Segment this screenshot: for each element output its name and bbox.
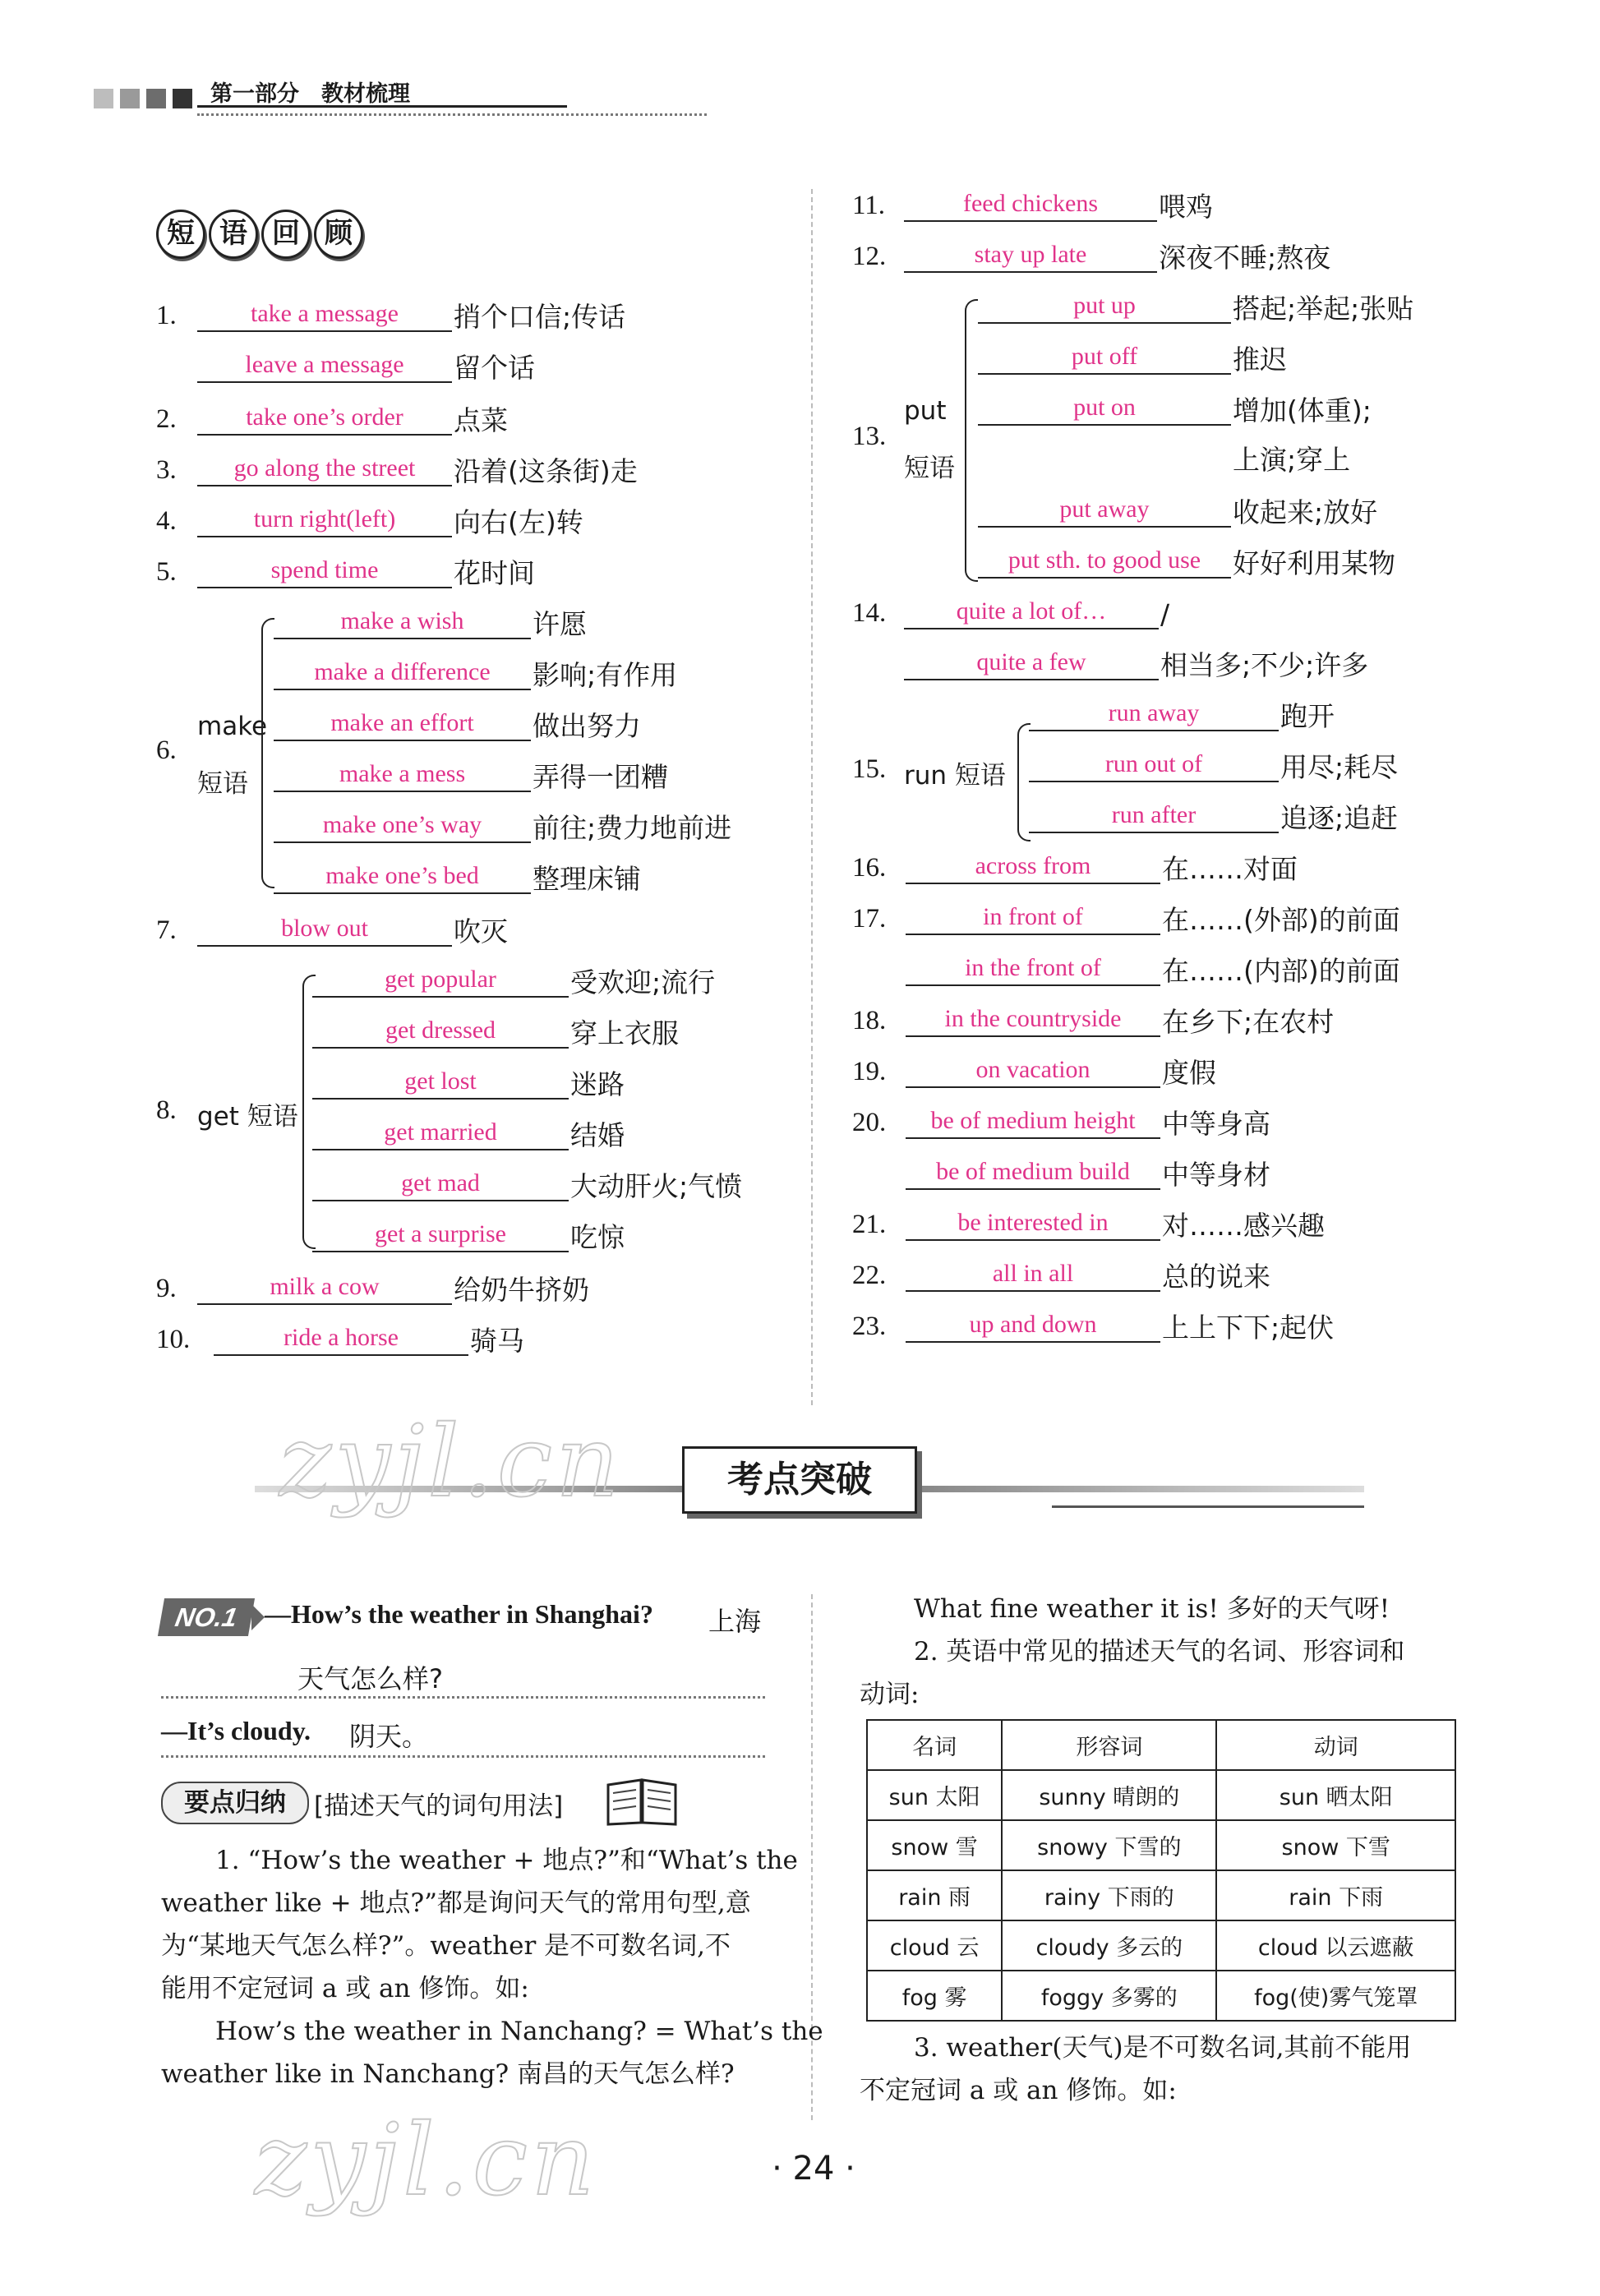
phrase-answer: run after (1029, 799, 1279, 833)
phrase-answer: take a message (197, 297, 452, 332)
phrase-meaning: 收起来;放好 (1233, 496, 1378, 528)
phrase-answer: put off (978, 340, 1231, 375)
phrase-answer: run out of (1029, 748, 1279, 782)
phrase-meaning: 结婚 (570, 1119, 625, 1151)
phrase-answer: make a mess (274, 758, 531, 792)
phrase-answer: feed chickens (904, 187, 1157, 222)
para-line: 不定冠词 a 或 an 修饰。如: (860, 2076, 1177, 2105)
table-cell: snow 雪 (867, 1820, 1002, 1870)
item-number: 8. (156, 1095, 177, 1125)
book-icon (605, 1777, 679, 1831)
phrase-meaning: 前往;费力地前进 (533, 812, 732, 844)
phrase-answer: all in all (906, 1257, 1160, 1292)
phrase-meaning: 中等身高 (1162, 1108, 1270, 1140)
phrase-meaning: 吃惊 (570, 1221, 625, 1253)
title-char: 回 (261, 210, 311, 259)
phrase-answer: get popular (312, 963, 569, 998)
phrase-answer: in the front of (906, 952, 1160, 986)
phrase-answer: across from (906, 850, 1160, 884)
item-number: 16. (852, 853, 887, 883)
phrase-answer: get a surprise (312, 1218, 569, 1252)
item-number: 17. (852, 904, 887, 934)
phrase-meaning: 向右(左)转 (454, 506, 583, 538)
phrase-answer: milk a cow (197, 1270, 452, 1305)
key-points-tag: 要点归纳 (161, 1782, 309, 1824)
phrase-meaning: 留个话 (454, 352, 535, 384)
phrase-meaning: 深夜不睡;熬夜 (1159, 242, 1331, 274)
phrase-meaning: 在……(外部)的前面 (1162, 904, 1400, 936)
item-number: 1. (156, 301, 177, 330)
phrase-meaning: 骑马 (470, 1325, 524, 1357)
phrase-answer: spend time (197, 554, 452, 588)
table-header: 形容词 (1002, 1720, 1216, 1770)
table-row (867, 1820, 1455, 1870)
item-number: 22. (852, 1261, 887, 1290)
phrase-meaning: 受欢迎;流行 (570, 966, 716, 998)
watermark: zyjl.cn (255, 2104, 598, 2218)
item-number: 15. (852, 754, 887, 784)
phrase-meaning: 对……感兴趣 (1162, 1210, 1325, 1242)
phrase-meaning: 推迟 (1233, 343, 1287, 376)
table-cell: sun 晒太阳 (1216, 1770, 1455, 1820)
table-header: 动词 (1216, 1720, 1455, 1770)
item-number: 20. (852, 1108, 887, 1137)
banner-bar-right (920, 1486, 1364, 1492)
phrase-answer: quite a few (904, 646, 1159, 680)
page-number: · 24 · (772, 2150, 855, 2188)
para-line: 为“某地天气怎么样?”。weather 是不可数名词,不 (161, 1931, 731, 1961)
para-line: 1. “How’s the weather + 地点?”和“What’s the (215, 1846, 798, 1875)
table-cell: snowy 下雪的 (1002, 1820, 1216, 1870)
header-rule (197, 105, 567, 108)
phrase-answer: make one’s bed (274, 860, 531, 894)
phrase-answer: stay up late (904, 238, 1157, 273)
item-number: 19. (852, 1057, 887, 1086)
para-line: 2. 英语中常见的描述天气的名词、形容词和 (914, 1637, 1405, 1667)
table-cell: sun 太阳 (867, 1770, 1002, 1820)
group-label: run 短语 (904, 761, 1006, 791)
phrase-answer: ride a horse (214, 1321, 468, 1356)
para-line: What fine weather it is! 多好的天气呀! (914, 1594, 1390, 1624)
phrase-meaning: 花时间 (454, 557, 535, 589)
phrase-meaning: 好好利用某物 (1233, 547, 1395, 579)
answer-en: —It’s cloudy. (161, 1716, 311, 1745)
title-char: 语 (209, 210, 258, 259)
phrase-meaning: 大动肝火;气愤 (570, 1170, 743, 1202)
item-number: 2. (156, 404, 177, 434)
phrase-answer: make one’s way (274, 809, 531, 843)
table-cell: foggy 多雾的 (1002, 1971, 1216, 2021)
table-row (867, 1971, 1455, 2021)
group-label: put (904, 396, 947, 426)
item-number: 10. (156, 1325, 191, 1354)
item-number: 21. (852, 1210, 887, 1239)
table-cell: cloudy 多云的 (1002, 1920, 1216, 1971)
phrase-answer: up and down (906, 1308, 1160, 1343)
phrase-answer: get married (312, 1116, 569, 1150)
table-header-row (867, 1720, 1455, 1770)
phrase-meaning: 在……(内部)的前面 (1162, 955, 1400, 987)
phrase-answer: turn right(left) (197, 503, 452, 537)
group-label: make (197, 712, 268, 741)
phrase-answer: blow out (197, 912, 452, 947)
phrase-meaning: 弄得一团糟 (533, 761, 668, 793)
group-label: 短语 (904, 454, 955, 483)
item-number: 14. (852, 598, 887, 628)
phrase-meaning: 追逐;追赶 (1280, 802, 1399, 834)
phrase-meaning: 跑开 (1280, 700, 1335, 732)
phrase-answer: put sth. to good use (978, 544, 1231, 579)
weather-table (866, 1719, 1456, 2022)
table-row (867, 1870, 1455, 1920)
phrase-answer: quite a lot of… (904, 595, 1159, 629)
phrase-answer: leave a message (197, 348, 452, 383)
table-cell: cloud 云 (867, 1920, 1002, 1971)
phrase-meaning: 捎个口信;传话 (454, 301, 626, 333)
table-cell: rain 下雨 (1216, 1870, 1455, 1920)
phrase-answer: make a difference (274, 656, 531, 690)
phrase-answer: get mad (312, 1167, 569, 1201)
phrase-answer: put away (978, 493, 1231, 528)
phrase-meaning: 上上下下;起伏 (1162, 1312, 1335, 1344)
table-row (867, 1770, 1455, 1820)
phrase-meaning: 点菜 (454, 404, 508, 436)
table-cell: rain 雨 (867, 1870, 1002, 1920)
brace (965, 299, 978, 582)
question-cn-2: 天气怎么样? (297, 1663, 443, 1694)
header-square (146, 89, 166, 108)
phrase-meaning: 吹灭 (454, 915, 508, 947)
phrase-meaning: 在……对面 (1162, 853, 1298, 885)
header-title: 第一部分 教材梳理 (210, 81, 410, 107)
phrase-meaning: 搭起;举起;张贴 (1233, 293, 1414, 325)
phrase-answer: be interested in (906, 1206, 1160, 1241)
header-square (173, 89, 192, 108)
table-cell: fog(使)雾气笼罩 (1216, 1971, 1455, 2021)
phrase-answer: put up (978, 289, 1231, 324)
phrase-meaning: 许愿 (533, 608, 587, 640)
phrase-meaning: 喂鸡 (1159, 191, 1213, 223)
dotline (161, 1696, 765, 1699)
table-cell: cloud 以云遮蔽 (1216, 1920, 1455, 1971)
item-number: 3. (156, 455, 177, 485)
item-number: 6. (156, 735, 177, 765)
table-cell: snow 下雪 (1216, 1820, 1455, 1870)
table-header: 名词 (867, 1720, 1002, 1770)
phrase-meaning: 相当多;不少;许多 (1160, 649, 1369, 681)
para-line: 3. weather(天气)是不可数名词,其前不能用 (914, 2033, 1412, 2063)
item-number: 13. (852, 422, 887, 451)
item-number: 7. (156, 915, 177, 945)
phrase-answer: be of medium height (906, 1104, 1160, 1139)
answer-cn: 阴天。 (349, 1721, 429, 1752)
item-number: 9. (156, 1274, 177, 1303)
phrase-answer: be of medium build (906, 1155, 1160, 1190)
header-square (120, 89, 140, 108)
item-number: 5. (156, 557, 177, 587)
phrase-answer: make an effort (274, 707, 531, 741)
item-number: 4. (156, 506, 177, 536)
dotline (161, 1755, 765, 1758)
phrase-meaning: / (1160, 598, 1170, 630)
badge-arrow (251, 1604, 265, 1630)
phrase-meaning: 给奶牛挤奶 (454, 1274, 589, 1306)
para-line: 能用不定冠词 a 或 an 修饰。如: (161, 1974, 529, 2003)
phrase-answer: in the countryside (906, 1003, 1160, 1037)
question-cn: 上海 (708, 1606, 762, 1637)
group-label: 短语 (197, 769, 248, 799)
para-line: weather like + 地点?”都是询问天气的常用句型,意 (161, 1888, 751, 1918)
phrase-answer: get lost (312, 1065, 569, 1100)
phrase-answer: get dressed (312, 1014, 569, 1049)
phrase-meaning: 度假 (1162, 1057, 1216, 1089)
phrase-answer: go along the street (197, 452, 452, 486)
phrase-meaning: 上演;穿上 (1233, 444, 1351, 476)
phrase-answer: put on (978, 391, 1231, 426)
phrase-review-title (156, 210, 367, 259)
banner-rule (1052, 1505, 1364, 1508)
column-divider (811, 189, 813, 1405)
title-char: 顾 (314, 210, 363, 259)
phrase-answer: make a wish (274, 605, 531, 639)
item-number: 23. (852, 1312, 887, 1341)
phrase-meaning: 影响;有作用 (533, 659, 678, 691)
watermark: zyjl.cn (279, 1405, 623, 1519)
table-row (867, 1920, 1455, 1971)
title-char: 短 (156, 210, 205, 259)
para-line: 动词: (860, 1680, 920, 1709)
phrase-meaning: 用尽;耗尽 (1280, 751, 1399, 783)
table-cell: sunny 晴朗的 (1002, 1770, 1216, 1820)
item-number: 11. (852, 191, 886, 220)
para-line: weather like in Nanchang? 南昌的天气怎么样? (161, 2059, 735, 2089)
table-cell: fog 雾 (867, 1971, 1002, 2021)
phrase-meaning: 沿着(这条街)走 (454, 455, 638, 487)
section-banner: 考点突破 (682, 1446, 917, 1514)
no1-badge: NO.1 (158, 1598, 255, 1636)
phrase-answer: in front of (906, 901, 1160, 935)
phrase-meaning: 中等身材 (1162, 1159, 1270, 1191)
phrase-answer: run away (1029, 697, 1279, 731)
header-square (94, 89, 113, 108)
brace (261, 618, 274, 888)
phrase-meaning: 穿上衣服 (570, 1017, 679, 1049)
phrase-answer: on vacation (906, 1053, 1160, 1088)
phrase-meaning: 迷路 (570, 1068, 625, 1100)
phrase-meaning: 做出努力 (533, 710, 641, 742)
phrase-answer: take one’s order (197, 401, 452, 436)
phrase-meaning: 整理床铺 (533, 863, 641, 895)
key-points-title: [描述天气的词句用法] (314, 1791, 564, 1821)
table-cell: rainy 下雨的 (1002, 1870, 1216, 1920)
item-number: 18. (852, 1006, 887, 1035)
para-line: How’s the weather in Nanchang? = What’s the (215, 2017, 823, 2046)
group-label: get 短语 (197, 1102, 298, 1132)
phrase-meaning: 增加(体重); (1233, 394, 1372, 426)
question-en: —How’s the weather in Shanghai? (265, 1599, 653, 1629)
phrase-meaning: 在乡下;在农村 (1162, 1006, 1335, 1038)
phrase-meaning: 总的说来 (1162, 1261, 1270, 1293)
header-dotline (197, 113, 707, 116)
item-number: 12. (852, 242, 887, 271)
